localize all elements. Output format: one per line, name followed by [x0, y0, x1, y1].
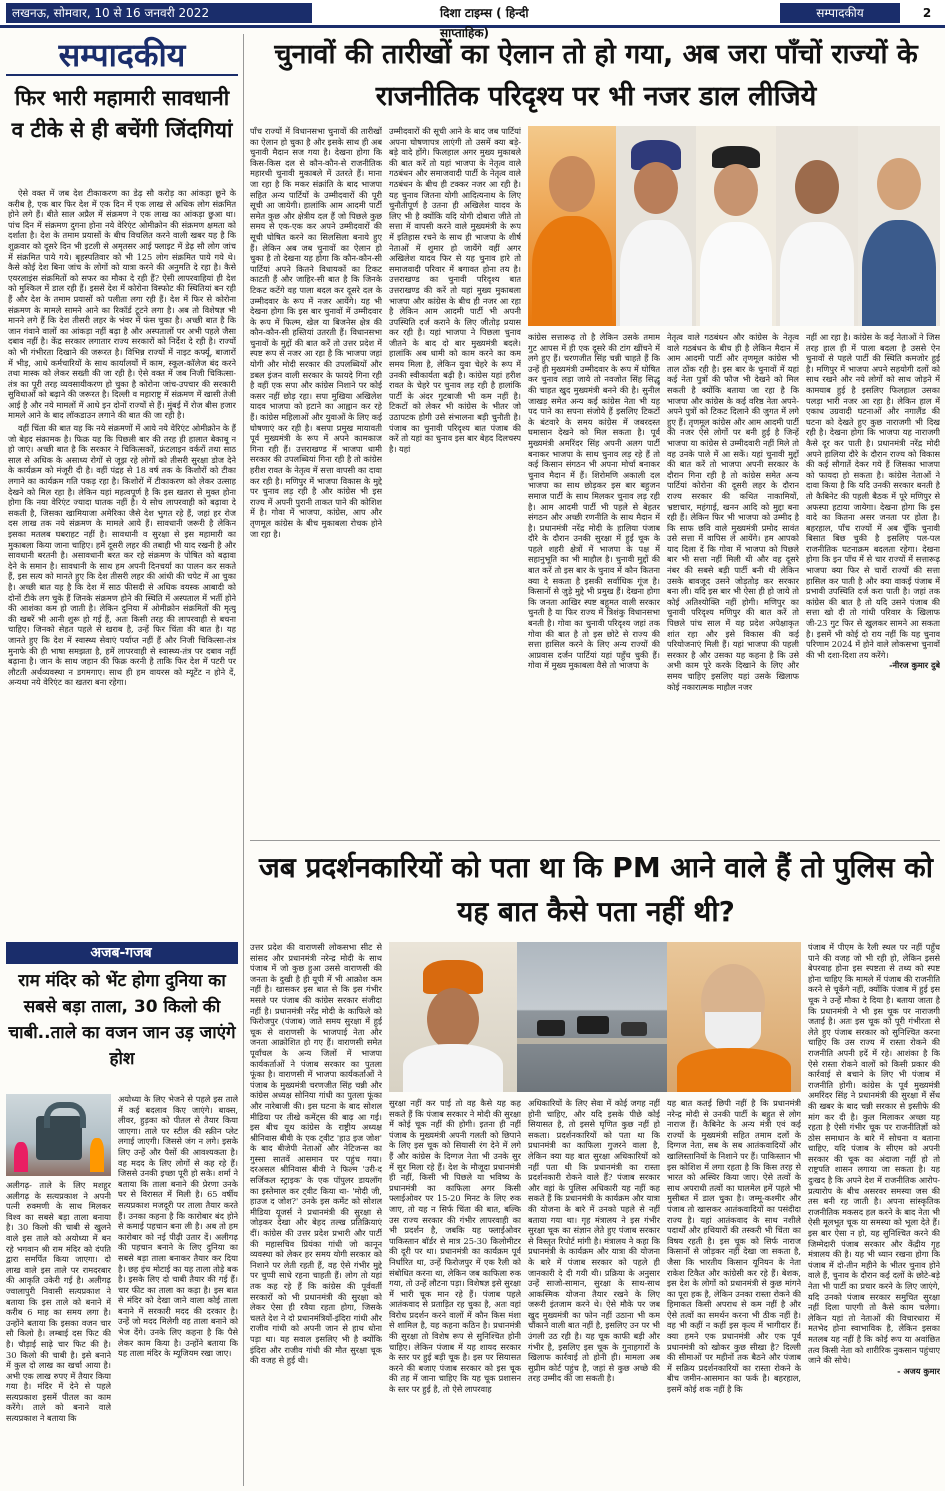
page-number: 2 — [922, 6, 932, 20]
column-divider — [243, 34, 244, 1486]
pm-convoy-photo — [389, 942, 801, 1092]
dhami-portrait — [696, 126, 776, 326]
yogi-portrait — [528, 126, 616, 326]
biren-portrait — [858, 126, 940, 326]
ajab-label-bar — [6, 942, 238, 964]
story2-byline: - अजय कुमार — [897, 1365, 940, 1376]
editorial-label: सम्पादकीय — [6, 34, 238, 76]
channi-portrait — [616, 126, 696, 326]
story1-headline: चुनावों की तारीखों का ऐलान तो हो गया, अब जरा पाँचों राज्यों के राजनीतिक परिदृश्य पर भी नजर डाल लीजिये — [274, 39, 918, 112]
flyover-photo — [517, 942, 667, 1092]
story1-col4: नेतृत्व वाले गठबंधन और कांग्रेस के नेतृत्व वाले गठबंधन के बीच ही है लेकिन मैदान में आम आदमी पार्टी और तृणमूल कांग्रेस भी ताल ठोंक रही है। इस बार के चुनावों में यहां कई नेता पुत्रों की फौज भी देखने को मिल सकती है क्योंकि बताया जा रहा है कि भाजपा और कांग्रेस के कई वरिष्ठ नेता अपने-अपने पुत्रों को टिकट दिलाने की जुगत में लगे हुए हैं। तृणमूल कांग्रेस और आम आदमी पार्टी की नजर ऐसे लोगों पर बनी हुई है जिन्हें भाजपा या कांग्रेस से उम्मीदवारी नहीं मिले तो वह उनके पाले में आ सकें। यहां चुनावी मुद्दों की बात करें तो भाजपा अपनी सरकार के दौरान गिना रही है तो कांग्रेस समेत अन्य पार्टियां कोरोना की दूसरी लहर के दौरान राज्य सरकार की कथित नाकामियों, भ्रष्टाचार, महंगाई, खनन आदि को मुद्दा बना रही हैं। लेकिन फिर भी भाजपा को उम्मीद है कि साफ छवि वाले मुख्यमंत्री प्रमोद सावंत उसे सत्ता में वापिस ले आयेंगे। हम आपको याद दिला दें कि गोवा में भाजपा को पिछले बार भी सत्ता नहीं मिली थी और वह दूसरे नंबर की सबसे बड़ी पार्टी बनी थी लेकिन उसके बावजूद उसने जोड़तोड़ कर सरकार बना ली। यदि इस बार भी ऐसा ही हो जाये तो कोई अतिश्योक्ति नहीं होगी। मणिपुर का चुनावी परिदृश्य मणिपुर की बात करें तो पिछले पांच साल में यह प्रदेश अपेक्षाकृत शांत रहा और इसे विकास की कई परियोजनाएं मिली हैं। यहां भाजपा की पहली सरकार है और उसका यह कहना है कि उसे अभी काम पूरे करके दिखाने के लिए और समय चाहिए इसलिए यहां उसके खिलाफ कोई नकारात्मक माहौल नजर — [667, 332, 799, 692]
top-bar — [0, 0, 945, 40]
story2-col4: यह बात कतई छिपी नहीं है कि प्रधानमंत्री नरेन्द्र मोदी से उनकी पार्टी के बहुत से लोग नाराज हैं। कैबिनेट के अन्य मंत्री एवं कई राज्यों के मुख्यमंत्री सहित तमाम दलों के दिग्गज नेता, सब के सब आतंकवादियों और खालिस्तानियों के निशाने पर हैं। पाकिस्तान भी इस कोशिश में लगा रहता है कि किस तरह से भारत को अस्थिर किया जाए। ऐसे तत्वों के साथ अपराधी तत्वों का घालमेल हमें पहले भी मुसीबत में डाल चुका है। जम्मू-कश्मीर और पंजाब तो खासकर आतंकवादियों का पसंदीदा राज्य है। यहां आतंकवाद के साथ नशीले पदार्थों और हथियारों की तस्करी भी चिंता का विषय रहती है। इस चूक को सिर्फ नाराज किसानों से जोड़कर नहीं देखा जा सकता है, जैसा कि भारतीय किसान यूनियन के नेता राकेश टिकैत और कांग्रेसी कर रहे हैं। बेशक, इस देश के लोगों को प्रधानमंत्री से कुछ मांगने का पूरा हक है, लेकिन उनका रास्ता रोकने की हिमाकत किसी अपराध से कम नहीं है और ऐसे तत्वों का समर्थन करना भी ठीक नहीं है। वह भी कहीं न कहीं इस कृत्य में भागीदार हैं। क्या हमने एक प्रधानमंत्री और एक पूर्व प्रधानमंत्री को खोकर कुछ सीखा है? दिल्ली की सीमाओं पर महीनों तक बैठने और पंजाब में सक्रिय प्रदर्शनकारियों का रास्ता रोकने के बीच जमीन-आसमान का फर्क है। बहरहाल, इसमें कोई शक नहीं है कि — [667, 1098, 801, 1395]
modi-photo — [667, 942, 801, 1092]
editorial-paragraph: वहीं चिंता की बात यह कि नये संक्रमणों में आये नये वेरिएंट ओमीक्रोन के हैं जो बेहद संक्रामक है। फिक्र यह कि पिछली बार की तरह ही हालात बेकाबू न हो जाएं। अच्छी बात है कि सरकार ने चिकित्सकों, फ्रंटलाइन वर्करों तथा साठ साल से अधिक के असाध्य रोगों से जूझ रहे लोगों को तीसरी सुरक्षा डोज देने के कार्यक्रम को मंजूरी दी है। वहीं पंद्रह से 18 वर्ष तक के किशोरों को टीका लगाने का कार्यक्रम गति पकड़ रहा है। किशोरों में टीकाकरण को लेकर उत्साह देखने को मिल रहा है। लेकिन यहां महत्वपूर्ण है कि इस खतरा से मुक्त होना होगा कि नया वेरिएंट ज्यादा घातक नहीं है। ये सोच लापरवाही को बढ़ावा दे सकती है, जिसका खामियाजा अमेरिका जैसे देश भुगत रहे हैं, जहां हर रोज दस लाख तक नये संक्रमण के मामले आये हैं। सावधानी जरूरी है लेकिन इसका मतलब घबराहट नहीं है। सावधानी व सुरक्षा से इस महामारी का मुकाबला किया जाना चाहिए। हमें दूसरी लहर की तबाही भी याद रखनी है और सावधानी बरतनी है। असावधानी बरत कर रहे संक्रमण के पोषित को बढ़ावा देने के समान है। सावधानी के साथ हम अपनी दिनचर्या का पालन कर सकते हैं, इस सत्य को मानते हुए कि देश तीसरी लहर की आंधी की चपेट में आ चुका है। अच्छी बात यह है कि देश में साठ फीसदी से अधिक वयस्क आबादी को दोनों टीके लग चुके हैं जिनके संक्रमण होने की स्थिति में अस्पताल में भर्ती होने की आशंका कम हो जाती है। लेकिन दुनिया में ओमीक्रोन संक्रमितों की मृत्यु की खबरें भी आनी शुरू हो गई हैं, अतः किसी तरह की लापरवाही से बचना चाहिए। जिनको सेहत पहले से खराब है, उन्हें फिर चिंता की बात है। यह जानते हुए कि देश में स्वास्थ्य सेवाएं पर्याप्त नहीं हैं और निजी चिकित्सा-तंत्र मुनाफे की ही भाषा समझता है, हमें लापरवाही से स्वास्थ्य-तंत्र पर दबाव नहीं बढ़ाना है। जान के साथ जहान की फिक्र करनी है ताकि फिर देश में पटरी पर लौटती अर्थव्यवस्था न डगमगाए। साथ ही हम वायरस को म्यूटेंट न होने दें, अन्यथा नये वेरिएंट का खतरा बना रहेगा। — [8, 423, 236, 688]
story1-portrait-strip — [528, 126, 940, 326]
editorial-paragraph: ऐसे वक्त में जब देश टीकाकरण का डेढ़ सौ करोड़ का आंकड़ा छूने के करीब है, एक बार फिर देश में एक दिन में एक लाख से अधिक लोग संक्रमित होने लगे हैं। बीते साल अप्रैल में संक्रमण ने एक लाख का आंकड़ा छुआ था। पांच दिन में संक्रमण दुगना होना नये वेरिएंट ओमीक्रोन की संक्रमण क्षमता को दर्शाता है। देश के तमाम प्रयासों के बीच विचलित करने वाली खबर यह है कि शुक्रवार को दूसरे दिन भी इटली से अमृतसर आई फ्लाइट में डेढ़ सौ लोग जांच में संक्रमित पाये गये। बृहस्पतिवार को भी 125 लोग संक्रमित पाये गये थे। कैसे कोई देश बिना जांच के लोगों को यात्रा करने की अनुमति दे रहा है। कैसे एयरलाइंस संक्रमितों को सफर का मौका दे रही हैं? ऐसी लापरवाहियां ही देश को मुश्किल में डाल रही हैं। इससे देश में कोरोना विस्फोट की स्थितियां बन रही हैं और देश के तमाम प्रयासों को पलीता लगा रही हैं। देश में फिर से कोरोना संक्रमण के मामले सामने आने का रिकॉर्ड टूटने लगा है। अब तो विशेषज्ञ भी मानने लगे हैं कि देश तीसरी लहर के भंवर में फंस चुका है। अच्छी बात है कि जान गंवाने वालों का आंकड़ा नहीं बढ़ा है और अस्पतालों पर अभी पहले जैसा दबाव नहीं है। केंद्र सरकार लगातार राज्य सरकारों को निर्देश दे रही है। राज्यों को भी गंभीरता दिखाने की जरूरत है। विभिन्न राज्यों में नाइट कर्फ्यू, बाजारों में भीड़, आधे कर्मचारियों के साथ कार्यालयों में काम, स्कूल-कॉलेज बंद करने तथा मास्क को लेकर सख्ती की जा रही है। ऐसे वक्त में जब निजी चिकित्सा-तंत्र का पूरी तरह व्यवसायीकरण हो चुका है कोरोना जांच-उपचार की सरकारी सुविधाओं को बढ़ाने की जरूरत है। दिल्ली व महाराष्ट्र में संक्रमण में खासी तेजी आई है और नये मामलों में आधे इन दोनों राज्यों से हैं। मुंबई में रोज बीस हजार मामले आने के बाद लॉकडाउन लगाने की बात की जा रही है। — [8, 188, 236, 421]
story1-col5 — [806, 332, 940, 834]
paper-name: दिशा टाइम्स ( हिन्दी साप्ताहिक) — [440, 6, 529, 40]
story1-col1: पाँच राज्यों में विधानसभा चुनावों की तारीखों का ऐलान हो चुका है और इसके साथ ही अब चुनावी मैदान सज गया है। देखना होगा कि किस-किस दल से कौन-कौन-से राजनीतिक महारथी चुनावी मुकाबले में उतरते हैं। माना जा रहा है कि मकर संक्रांति के बाद भाजपा सहित अन्य पार्टियों के उम्मीदवारों की पूरी सूची आ जायेगी। हालांकि आम आदमी पार्टी समेत कुछ और क्षेत्रीय दल हैं जो पिछले कुछ समय से एक-एक कर अपने उम्मीदवारों की सूची घोषित करने का सिलसिला बनाये हुए हैं। लेकिन अब जब चुनावों का ऐलान हो चुका है तो देखना यह होगा कि कौन-कौन-सी पार्टियां अपने कितने विधायकों का टिकट काटती हैं और जाहिर-सी बात है कि जिनके टिकट कटेंगे वह पाला बदल कर दूसरे दल के उम्मीदवार के रूप में नजर आयेंगे। यह भी देखना होगा कि इस बार चुनावों में उम्मीदवार के रूप में फिल्म, खेल या बिजनेस क्षेत्र की कौन-कौन-सी हस्तियां उतरती हैं। विधानसभा चुनावों के मुद्दों की बात करें तो उत्तर प्रदेश में स्पष्ट रूप से नजर आ रहा है कि भाजपा जहां योगी और मोदी सरकार की उपलब्धियों और डबल इंजन वाली सरकार के फायदे गिना रही है वहीं एक सपा और कांग्रेस निशाने पर कोई कसर नहीं छोड़ रहा। सपा मुखिया अखिलेश यादव भाजपा को हटाने का आह्वान कर रहे हैं। कांग्रेस महिलाओं और युवाओं के लिए कई घोषणाएं कर रही है। बसपा प्रमुख मायावती पूर्व मुख्यमंत्री के रूप में अपने कामकाज गिना रही हैं। उत्तराखण्ड में भाजपा धामी सरकार की उपलब्धियां गिना रही है तो कांग्रेस हरीश रावत के नेतृत्व में सत्ता वापसी का दावा कर रही है। मणिपुर में भाजपा विकास के मुद्दे पर चुनाव लड़ रही है और कांग्रेस भी इस राज्य में अपनी पुरानी ताकत पाने की कोशिश में है। गोवा में भाजपा, कांग्रेस, आप और तृणमूल कांग्रेस के बीच मुकाबला रोचक होने जा रहा है। — [250, 126, 382, 539]
ajab-label: अजब-गजब — [90, 945, 152, 961]
story2-col2: सुरक्षा नहीं कर पाई तो वह कैसे यह कह सकते हैं कि पंजाब सरकार ने मोदी की सुरक्षा में कोई चूक नहीं की होगी। इतना ही नहीं पंजाब के मुख्यमंत्री अपनी गलती को छिपाने के लिए इस चूक को सियासी रंग देने में लगे हैं और कांग्रेस के दिग्गज नेता भी उनके सुर में सुर मिला रहे हैं। देश के मौजूदा प्रधानमंत्री ही नहीं, किसी भी पिछले या भविष्य के प्रधानमंत्री का काफिला अगर किसी फ्लाईओवर पर 15-20 मिनट के लिए रुक जाए, तो यह न सिर्फ चिंता की बात, बल्कि उस राज्य सरकार की गंभीर लापरवाही का भी प्रदर्शन है, जबकि यह फ्लाईओवर पाकिस्तान बॉर्डर से मात्र 25-30 किलोमीटर की दूरी पर था। प्रधानमंत्री का कार्यक्रम पूर्व निर्धारित था, उन्हें फिरोजपुर में एक रैली को संबोधित करना था, लेकिन जब काफिला रुक गया, तो उन्हें लौटना पड़ा। विशेषज्ञ इसे सुरक्षा में भारी चूक मान रहे हैं। पंजाब पहले आतंकवाद से प्रताड़ित रह चुका है, अतः वहां विरोध प्रदर्शन करने वालों में कौन किस मंशा से शामिल है, यह कहना कठिन है। प्रधानमंत्री की सुरक्षा तो विशेष रूप से सुनिश्चित होनी चाहिए। लेकिन पंजाब में यह शायद सरकार के स्तर पर हुई बड़ी चूक है। इस पर सियासत करने की बजाए पंजाब सरकार को इस चूक की तह में जाना चाहिए कि यह चूक प्रशासन के स्तर पर हुई है, तो ऐसे लापरवाह — [389, 1098, 521, 1395]
section-label: सम्पादकीय — [780, 3, 900, 23]
story1-byline: -नीरज कुमार दुबे — [889, 660, 940, 671]
channi-photo — [389, 942, 517, 1092]
sawant-portrait — [776, 126, 858, 326]
story1-col2: उम्मीदवारों की सूची आने के बाद जब पार्टियां अपना घोषणापत्र लाएंगी तो उसमें क्या बड़े-बड़े वादे होंगे। फिलहाल अगर मुख्य मुकाबले की बात करें तो यहां भाजपा के नेतृत्व वाले गठबंधन और समाजवादी पार्टी के नेतृत्व वाले गठबंधन के बीच ही टक्कर नजर आ रही है। यह चुनाव जितना योगी आदित्यनाथ के लिए चुनौतीपूर्ण है उतना ही अखिलेश यादव के लिए भी है क्योंकि यदि योगी दोबारा जीते तो सत्ता में वापसी करने वाले मुख्यमंत्री के रूप में इतिहास रचने के साथ ही भाजपा के शीर्ष नेताओं में शुमार हो जायेंगे वहीं अगर अखिलेश यादव फिर से यह चुनाव हारे तो समाजवादी परिवार में बगावत होना तय है। उत्तराखण्ड का चुनावी परिदृश्य बात उत्तराखण्ड की करें तो यहां मुख्य मुकाबला भाजपा और कांग्रेस के बीच ही नजर आ रहा है लेकिन आम आदमी पार्टी भी अपनी उपस्थिति दर्ज कराने के लिए जीतोड़ प्रयास कर रही है। यहां भाजपा ने पिछला चुनाव जीतने के बाद दो बार मुख्यमंत्री बदले। हालांकि अब धामी को काम करने का कम समय मिला है, लेकिन युवा चेहरे के रूप में उनकी स्वीकार्यता बढ़ी है। कांग्रेस यहां हरीश रावत के चेहरे पर चुनाव लड़ रही है हालांकि पार्टी के अंदर गुटबाजी भी कम नहीं है। टिकटों को लेकर भी कांग्रेस के भीतर जो उठापटक होगी उसे संभालना बड़ी चुनौती है। पंजाब का चुनावी परिदृश्य बात पंजाब की करें तो यहां का चुनाव इस बार बेहद दिलचस्प है। यहां — [389, 126, 521, 454]
editorial-body — [8, 188, 236, 938]
story1-col5-text: नहीं आ रहा है। कांग्रेस के कई नेताओं ने जिस तरह हाल ही में पाला बदला है उससे ऐन चुनावों से पहले पार्टी की स्थिति कमजोर हुई है। मणिपुर में भाजपा अपने सहयोगी दलों को साथ रखने और नये लोगों को साथ जोड़ने में कामयाब हुई है इसलिए फिलहाल उसका पलड़ा भारी नजर आ रहा है। लेकिन हाल में एकाध उग्रवादी घटनाओं और नगालैंड की घटना को देखते हुए कुछ नाराजगी भी दिख रही है। देखना होगा कि भाजपा यह नाराजगी कैसे दूर कर पाती है। प्रधानमंत्री नरेंद्र मोदी अपने हालिया दौरे के दौरान राज्य को विकास की कई सौगातें देकर गये हैं जिसका भाजपा को फायदा हो सकता है। कांग्रेस नेताओं ने दावा किया है कि यदि उनकी सरकार बनती है तो कैबिनेट की पहली बैठक में पूरे मणिपुर से अफस्पा हटाया जायेगा। देखना होगा कि इस वादे का कितना असर जनता पर होता है। बहरहाल, पाँच राज्यों में अब चूँकि चुनावी बिसात बिछ चुकी है इसलिए पल-पल राजनीतिक घटनाक्रम बदलता रहेगा। देखना होगा कि इन पाँच में से चार राज्यों में सत्तारूढ़ भाजपा क्या फिर से चारों राज्यों की सत्ता हासिल कर पाती है और क्या वाकई पंजाब में प्रभावी उपस्थिति दर्ज करा पाती है। जहां तक कांग्रेस की बात है तो यदि उसने पंजाब की सत्ता खो दी तो गांधी परिवार के खिलाफ जी-23 गुट फिर से खुलकर सामने आ सकता है। इसमें भी कोई दो राय नहीं कि यह चुनाव परिणाम 2024 में होने वाले लोकसभा चुनावों की भी दशा-दिशा तय करेंगे। — [806, 332, 940, 660]
story2-col5 — [808, 942, 940, 1486]
ajab-body-col: अयोध्या के लिए भेजने से पहले इस ताले में कई बदलाव किए जाएंगे। बाक्स, लीवर, हुड़का को पीतल से तैयार किया जाएगा। ताले पर स्टील की स्क्रीन प्लेट लगाई जाएगी। जिससे जंग न लगे। इसके लिए उन्हें और पैसों की आवश्यकता है। वह मदद के लिए लोगों से कह रहे हैं। जिससे उनकी इच्छा पूरी हो सके। शर्मा ने बताया कि ताला बनाने की प्रेरणा उनके घर से विरासत में मिली है। 65 वर्षीय सत्यप्रकाश मजदूरी पर ताला तैयार करते हैं। उनका कहना है कि कारोबार बंद होने से कमाई पहचान बना ली है। अब तो हम कारोबार को नई पीढ़ी उतार दें। अलीगढ़ की पहचान बनाने के लिए दुनिया का सबसे बड़ा ताला बनाकर तैयार कर दिया है। छह इंच मोटाई का यह ताला तोड़े बक है। इसके लिए दो चाबी तैयार की गई हैं। चार फीट का ताला का कड़ा है। इस बात से मंदिर को देखा जाने वाला कोई ताला बनाने में सरकारी मदद की दरकार है। उन्हें जो मदद मिलेगी वह ताला बनाने को भेज देंगे। उनके लिए कहना है कि पैसे लेकर काम किया है। उन्होंने बताया कि यह ताला मंदिर के म्यूजियम रखा जाए। — [118, 1094, 238, 1359]
story1-col3: कांग्रेस सत्तारूढ़ तो है लेकिन उसके तमाम गुट आपस में ही एक दूसरे की टांग खींचने में लगे हुए हैं। चरणजीत सिंह चन्नी चाहते हैं कि उन्हें ही मुख्यमंत्री उम्मीदवार के रूप में घोषित कर चुनाव लड़ा जाये तो नवजोत सिंह सिद्धू की चाहत खुद मुख्यमंत्री बनने की है। सुनील जाखड़ समेत अन्य कई कांग्रेस नेता भी यह पद पाने का सपना संजोये हैं इसलिए टिकटों के बंटवारे के समय कांग्रेस में जबरदस्त घमासान देखने को मिल सकता है। पूर्व मुख्यमंत्री अमरिंदर सिंह अपनी अलग पार्टी बनाकर भाजपा के साथ चुनाव लड़ रहे हैं तो कई किसान संगठन भी अपना मोर्चा बनाकर चुनाव मैदान में हैं। शिरोमणि अकाली दल भाजपा का साथ छोड़कर इस बार बहुजन समाज पार्टी के साथ मिलकर चुनाव लड़ रही है। आम आदमी पार्टी भी पहले से बेहतर संगठन और अच्छी रणनीति के साथ मैदान में है। प्रधानमंत्री नरेंद्र मोदी के हालिया पंजाब दौरे के दौरान उनकी सुरक्षा में हुई चूक के पहले शहरी क्षेत्रों में भाजपा के पक्ष में सहानुभूति का भी माहौल है। चुनावी मुद्दों की बात करें तो इस बार के चुनाव में कौन कितना क्या दे सकता है इसकी सर्वाधिक गूंज है। किसानों से जुड़े मुद्दे भी प्रमुख हैं। देखना होगा कि जनता आखिर स्पष्ट बहुमत वाली सरकार चुनती है या फिर राज्य में त्रिशंकु विधानसभा बनती है। गोवा का चुनावी परिदृश्य जहां तक गोवा की बात है तो इस छोटे से राज्य की सत्ता हासिल करने के लिए अन्य राज्यों की आप्रवास दर्जन पार्टियां यहां पहुँच चुकी हैं। गोवा में मुख्य मुकाबला वैसे तो भाजपा के — [528, 332, 660, 671]
editorial-title: फिर भारी महामारी सावधानी व टीके से ही बचेंगी जिंदगियां — [11, 86, 233, 142]
story2-col1: उत्तर प्रदेश की वाराणसी लोकसभा सीट से सांसद और प्रधानमंत्री नरेन्द्र मोदी के साथ पंजाब में जो कुछ हुआ उससे वाराणसी की जनता के दुखी है ही यूपी में भी आक्रोश कम नहीं है। खासकर इस बात से कि इस गंभीर मसले पर पंजाब की कांग्रेस सरकार संजीदा नहीं है। प्रधानमंत्री नरेंद्र मोदी के काफिले को फिरोजपुर (पंजाब) जाते समय सुरक्षा में हुई चूक से वाराणसी के भाजपाई नेता और जनता आक्रोशित हो गए हैं। वाराणसी समेत पूर्वांचल के अन्य जिलों में भाजपा कार्यकर्ताओं ने पंजाब सरकार का पुतला फूंका है। वाराणसी में भाजपा कार्यकर्ताओं ने पंजाब के मुख्यमंत्री चरणजीत सिंह चन्नी और कांग्रेस अध्यक्ष सोनिया गांधी का पुतला फूंका और नारेबाजी की। इस घटना के बाद सोशल मीडिया पर तीखे कमेंट्स की बाढ़ आ गई। इस बीच यूथ कांग्रेस के राष्ट्रीय अध्यक्ष श्रीनिवास बीवी के एक ट्वीट 'हाउ इज जोश' के बाद बीजेपी नेताओं और नेटिजन्स का गुस्सा सातवें आसमान पर पहुंच गया। दरअसल श्रीनिवास बीवी ने फिल्म 'उरी-द सर्जिकल स्ट्राइक' के एक पॉपुलर डायलॉग का इस्तेमाल कर ट्वीट किया था- 'मोदी जी, हाउज द जोश?' उनके इस कमेंट को सोशल मीडिया यूजर्स ने प्रधानमंत्री की सुरक्षा से जोड़कर देखा और बेहद तल्ख प्रतिक्रियाएं दीं। कांग्रेस की उत्तर प्रदेश प्रभारी और पार्टी की महासचिव प्रियंका गांधी जो कानून व्यवस्था को लेकर हर समय योगी सरकार को निशाने पर लेती रहती हैं, वह ऐसे गंभीर मुद्दे पर चुप्पी साधे रहना चाहती हैं। लोग तो यहां तक कह रहे हैं कि कांग्रेस की पूर्ववर्ती सरकारों को भी प्रधानमंत्री की सुरक्षा को लेकर ऐसा ही रवैया रहता होगा, जिसके चलते देश ने दो प्रधानमंत्रियों-इंदिरा गांधी और राजीव गांधी को अपनी जान से हाथ धोना पड़ा था। यह सवाल इसलिए भी है क्योंकि इंदिरा और राजीव गांधी की मौत सुरक्षा चूक की वजह से हुई थी। — [250, 942, 382, 1366]
date-line: लखनऊ, सोमवार, 10 से 16 जनवरी 2022 — [6, 3, 312, 23]
story2-col5-text: पंजाब में पीएम के रैली स्थल पर नहीं पहुँच पाने की वजह जो भी रही हो, लेकिन इससे बेपरवाह होना इस स्पष्टता से तथ्य को स्पष्ट होना चाहिए कि मामले में पंजाब की राजनीति करने से चूकेंगे नहीं, क्योंकि पंजाब में हुई इस चूक ने उन्हें मौका दे दिया है। बताया जाता है कि प्रधानमंत्री ने भी इस चूक पर नाराजगी जताई है। अतः इस चूक को पूरी गंभीरता से लेते हुए पंजाब सरकार को सुनिश्चित करना चाहिए कि उस राज्य में रास्ता रोकने की राजनीति अपनी हदें में रहे। आशंका है कि ऐसे रास्ता रोकने वालों को किसी प्रकार की कार्रवाई से बचाने के लिए भी पंजाब में राजनीति होगी। कांग्रेस के पूर्व मुख्यमंत्री अमरिंदर सिंह ने प्रधानमंत्री की सुरक्षा में सेंध की खबर के बाद चन्नी सरकार से इस्तीफे की मांग कर दी है। कुल मिलाकर अच्छा यह रहता है ऐसी गंभीर चूक पर राजनीतिज्ञों को ठोस समाधान के बारे में सोचना व बताना चाहिए, यदि पंजाब के सीएम को अपनी सरकार की चूक का अंदाजा नहीं हो तो राष्ट्रपति शासन लगाया जा सकता है। यह दुःखद है कि अपने देश में राजनीतिक आरोप-प्रत्यारोप के बीच असरवर समस्या जस की तस बनी रह जाती है। अपना सांस्कृतिक राजनीतिक मकसद हल करने के बाद नेता भी ऐसी मूलभूत चूक या समस्या को भूला देते हैं। इस बार ऐसा न हो, यह सुनिश्चित करने की जिम्मेदारी पंजाब सरकार और केंद्रीय गृह मंत्रालय की है। यह भी ध्यान रखना होगा कि पंजाब में दो-तीन महीने के भीतर चुनाव होने वाले हैं, चुनाव के दौरान कई दलों के छोटे-बड़े नेता भी पार्टी का प्रचार करने के लिए जाएंगे, यदि उनको पंजाब सरकार समुचित सुरक्षा नहीं दिला पाएगी तो कैसे काम चलेगा। लेकिन यहां तो नेताओं की विचारधारा में मतभेद होना स्वाभाविक है, लेकिन इसका मतलब यह नहीं है कि कोई रूप या अवांछित तत्व किसी नेता को शारीरिक नुकसान पहुंचाए जाने की सोचे। — [808, 942, 940, 1366]
story-divider — [250, 840, 940, 841]
story2-col3: अधिकारियों के लिए सेवा में कोई जगह नहीं होनी चाहिए, और यदि इसके पीछे कोई सियासत है, तो इससे घृणित कुछ नहीं हो सकता। प्रदर्शनकारियों को पता था कि प्रधानमंत्री का काफिला गुजरने वाला है, लेकिन क्या यह बात सुरक्षा अधिकारियों को नहीं पता थी कि प्रधानमंत्री का रास्ता प्रदर्शनकारी रोकने वाले हैं? पंजाब सरकार और वहां के पुलिस अधिकारी यह नहीं कह सकते हैं कि प्रधानमंत्री के कार्यक्रम और यात्रा की योजना के बारे में उनको पहले से नहीं बताया गया था। गृह मंत्रालय ने इस गंभीर सुरक्षा चूक का संज्ञान लेते हुए पंजाब सरकार से विस्तृत रिपोर्ट मांगी है। मंत्रालय ने कहा कि प्रधानमंत्री के कार्यक्रम और यात्रा की योजना के बारे में पंजाब सरकार को पहले ही जानकारी दे दी गयी थी। प्रक्रिया के अनुसार उन्हें साजो-सामान, सुरक्षा के साथ-साथ आकस्मिक योजना तैयार रखने के लिए जरूरी इंतजाम करने थे। ऐसे मौके पर जब खुद मुख्यमंत्री का फोन नहीं उठाना भी कम चौंकाने वाली बात नहीं है, इसलिए उन पर भी उंगली उठ रही है। यह चूक काफी बड़ी और गंभीर है, इसलिए इस चूक के गुनाहगारों के खिलाफ कार्रवाई तो होनी ही। मामला अब सुप्रीम कोर्ट पहुंच है, जहां से कुछ अच्छे की तरह उम्मीद की जा सकती है। — [528, 1098, 660, 1384]
story2-headline: जब प्रदर्शनकारियों को पता था कि PM आने वाले हैं तो पुलिस को यह बात कैसे पता नहीं थी? — [258, 851, 934, 928]
ajab-caption-col: अलीगढ़- ताले के लिए मशहूर अलीगढ़ के सत्यप्रकाश ने अपनी पत्नी रुक्मणी के साथ मिलकर विश्व का सबसे बड़ा ताला बनाया है। 30 किलो की चाबी से खुलने वाले इस ताले को अयोध्या में बन रहे भगवान श्री राम मंदिर को दंपति द्वारा समर्पित किया जाएगा। दो लाख वाले इस ताले पर रामदरबार की आकृति उकेरी गई है। अलीगढ़ ज्वालापुरी निवासी सत्यप्रकाश ने बताया कि इस ताले को बनाने में करीब 6 माह का समय लगा है। उन्होंने बताया कि इसका वजन चार सौ किलो है। लम्बाई दस फिट की है। चौड़ाई साढ़े चार फिट की है। 30 किलो की चाबी है। इसे बनाने में कुल दो लाख का खर्चा आया है। अभी एक लाख रुपए में तैयार किया गया है। मंदिर में देने से पहले सत्यप्रकाश इसमें पीतल का काम करेंगे। ताले को बनाने वाले सत्यप्रकाश ने बताया कि — [6, 1180, 111, 1424]
lock-photo — [6, 1094, 111, 1176]
ajab-title: राम मंदिर को भेंट होगा दुनिया का सबसे बड़ा ताला, 30 किलो की चाबी..ताले का वजन जान उड़ जाएंगे होश — [8, 971, 236, 1069]
